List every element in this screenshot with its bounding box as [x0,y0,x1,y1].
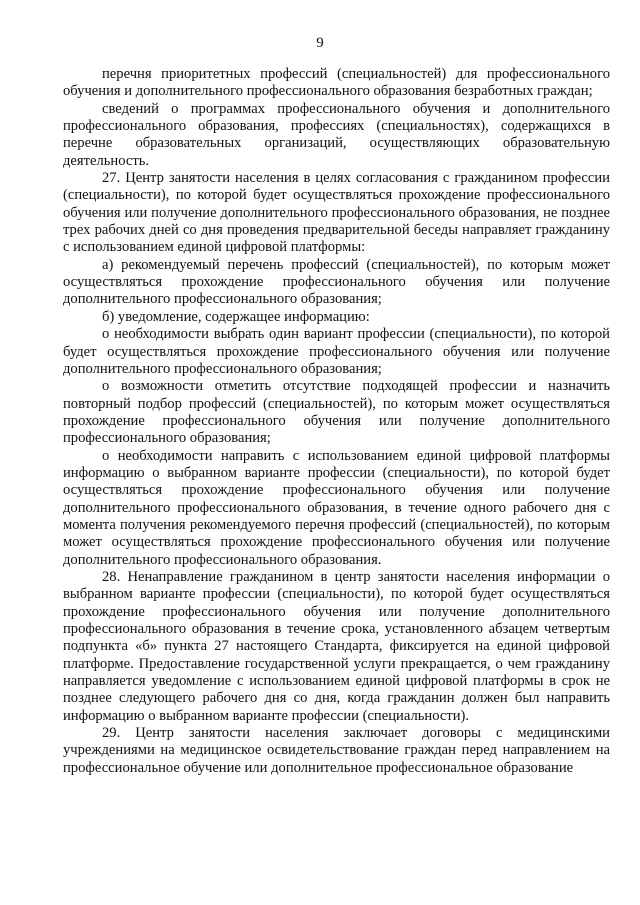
paragraph-item-28: 28. Ненаправление гражданином в центр занятости населения информации о выбранном варианте профессии (специальности), по которой будет осуществляться прохождение профессионального обучения или получение дополнительного профессионального образования в течение срока, установленного абзацем четвертым подпункта «б» пункта 27 настоящего Стандарта, фиксируется на единой цифровой платформе. Предоставление государственной услуги прекращается, о чем гражданину направляется уведомление с использованием единой цифровой платформы в срок не позднее следующего рабочего дня со дня, когда гражданин должен был направить информацию о выбранном варианте профессии (специальности). [63,568,610,724]
paragraph: о необходимости направить с использованием единой цифровой платформы информацию о выбранном варианте профессии (специальности), по которой будет осуществляться прохождение профессионального обучения или получение дополнительного профессионального образования, в течение одного рабочего дня с момента получения рекомендуемого перечня профессий (специальностей), по которым может осуществляться прохождение профессионального обучения или получение дополнительного профессионального образования. [63,447,610,568]
page-number: 9 [316,35,324,51]
paragraph-item-29: 29. Центр занятости населения заключает договоры с медицинскими учреждениями на медицинское освидетельствование граждан перед направлением на профессиональное обучение или дополнительное профессиональное образование [63,725,610,776]
document-body [63,66,610,777]
paragraph: о возможности отметить отсутствие подходящей профессии и назначить повторный подбор профессий (специальностей), по которым может осуществляться прохождение профессионального обучения или получение дополнительного профессионального образования; [63,378,610,447]
subparagraph-b: б) уведомление, содержащее информацию: [102,308,370,325]
paragraph: о необходимости выбрать один вариант профессии (специальности), по которой будет осуществляться прохождение профессионального обучения или получение дополнительного профессионального образования; [63,326,610,377]
paragraph: перечня приоритетных профессий (специальностей) для профессионального обучения и дополнительного профессионального образования безработных граждан; [63,66,610,100]
subparagraph-a: а) рекомендуемый перечень профессий (специальностей), по которым может осуществляться прохождение профессионального обучения или получение дополнительного профессионального образования; [63,256,610,308]
paragraph-item-27: 27. Центр занятости населения в целях согласования с гражданином профессии (специальности), по которой будет осуществляться прохождение профессионального обучения или получение дополнительного профессионального образования, не позднее трех рабочих дней со дня проведения предварительной беседы направляет гражданину с использованием единой цифровой платформы: [63,170,610,256]
paragraph: сведений о программах профессионального обучения и дополнительного профессионального образования, профессиях (специальностях), содержащихся в перечне образовательных организаций, осуществляющих образовательную деятельность. [63,100,610,169]
